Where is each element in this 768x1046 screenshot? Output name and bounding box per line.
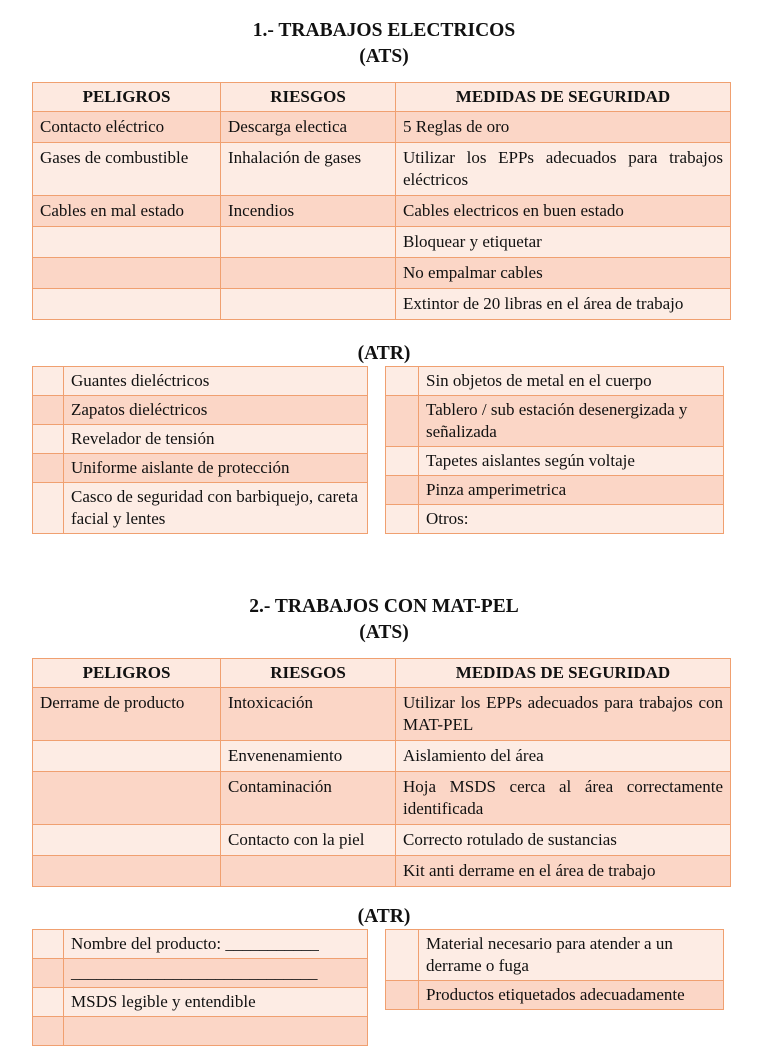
cell-medida: Kit anti derrame en el área de trabajo — [396, 856, 731, 887]
list-item — [33, 959, 368, 988]
checkbox-cell[interactable] — [33, 367, 64, 396]
list-item-label — [64, 1017, 368, 1046]
list-item-label: Revelador de tensión — [64, 425, 368, 454]
list-item-label: Casco de seguridad con barbiquejo, careta facial y lentes — [64, 483, 368, 534]
list-item-label: Sin objetos de metal en el cuerpo — [419, 367, 724, 396]
header-peligros: PELIGROS — [33, 83, 221, 112]
section2-title: 2.- TRABAJOS CON MAT-PEL — [249, 596, 519, 617]
section2-ats-label: (ATS) — [359, 622, 409, 643]
list-item — [33, 425, 368, 454]
cell-medida: No empalmar cables — [396, 258, 731, 289]
cell-riesgo — [221, 258, 396, 289]
cell-medida: Cables electricos en buen estado — [396, 196, 731, 227]
cell-peligro — [33, 289, 221, 320]
list-item — [386, 505, 724, 534]
table-row — [33, 143, 731, 196]
cell-peligro — [33, 741, 221, 772]
cell-medida: 5 Reglas de oro — [396, 112, 731, 143]
cell-peligro — [33, 825, 221, 856]
table-row — [33, 112, 731, 143]
checkbox-cell[interactable] — [386, 505, 419, 534]
cell-riesgo — [221, 227, 396, 258]
list-item-label: Zapatos dieléctricos — [64, 396, 368, 425]
section1-atr-label: (ATR) — [357, 343, 411, 364]
cell-peligro — [33, 227, 221, 258]
list-item — [386, 476, 724, 505]
header-medidas: MEDIDAS DE SEGURIDAD — [396, 83, 731, 112]
list-item — [33, 930, 368, 959]
list-item — [386, 981, 724, 1010]
section2-atr-left-table — [32, 929, 368, 1046]
cell-medida: Hoja MSDS cerca al área correctamente identificada — [396, 772, 731, 825]
table-row — [33, 772, 731, 825]
cell-riesgo: Envenenamiento — [221, 741, 396, 772]
table-row — [33, 289, 731, 320]
list-item — [386, 447, 724, 476]
cell-peligro: Cables en mal estado — [33, 196, 221, 227]
list-item-label: Material necesario para atender a un derrame o fuga — [419, 930, 724, 981]
list-item — [386, 367, 724, 396]
cell-medida: Bloquear y etiquetar — [396, 227, 731, 258]
section1-title: 1.- TRABAJOS ELECTRICOS — [252, 20, 516, 41]
list-item-label: Guantes dieléctricos — [64, 367, 368, 396]
cell-medida: Aislamiento del área — [396, 741, 731, 772]
list-item-label: Tapetes aislantes según voltaje — [419, 447, 724, 476]
list-item — [33, 988, 368, 1017]
list-item-label: Productos etiquetados adecuadamente — [419, 981, 724, 1010]
checkbox-cell[interactable] — [386, 367, 419, 396]
checkbox-cell[interactable] — [33, 930, 64, 959]
cell-riesgo: Descarga electica — [221, 112, 396, 143]
cell-peligro: Derrame de producto — [33, 688, 221, 741]
section1-ats-label: (ATS) — [359, 46, 409, 67]
checkbox-cell[interactable] — [33, 454, 64, 483]
list-item — [33, 454, 368, 483]
table-row — [33, 741, 731, 772]
cell-riesgo: Contaminación — [221, 772, 396, 825]
checkbox-cell[interactable] — [386, 396, 419, 447]
checkbox-cell[interactable] — [386, 447, 419, 476]
cell-riesgo — [221, 856, 396, 887]
cell-riesgo: Contacto con la piel — [221, 825, 396, 856]
section2-atr-right-table — [385, 929, 724, 1010]
section2-atr-label: (ATR) — [357, 906, 411, 927]
checkbox-cell[interactable] — [33, 483, 64, 534]
header-peligros: PELIGROS — [33, 659, 221, 688]
list-item — [33, 396, 368, 425]
checkbox-cell[interactable] — [386, 930, 419, 981]
list-item-label: Nombre del producto: ___________ — [64, 930, 368, 959]
list-item — [33, 1017, 368, 1046]
cell-peligro — [33, 772, 221, 825]
checkbox-cell[interactable] — [33, 988, 64, 1017]
list-item-label: _____________________________ — [64, 959, 368, 988]
cell-peligro — [33, 856, 221, 887]
cell-peligro: Contacto eléctrico — [33, 112, 221, 143]
table-row — [33, 258, 731, 289]
table-header-row — [33, 659, 731, 688]
cell-medida: Extintor de 20 libras en el área de trabajo — [396, 289, 731, 320]
table-header-row — [33, 83, 731, 112]
cell-peligro: Gases de combustible — [33, 143, 221, 196]
cell-medida: Correcto rotulado de sustancias — [396, 825, 731, 856]
header-riesgos: RIESGOS — [221, 659, 396, 688]
table-row — [33, 227, 731, 258]
list-item-label: Pinza amperimetrica — [419, 476, 724, 505]
section1-atr-right-table — [385, 366, 724, 534]
list-item-label: MSDS legible y entendible — [64, 988, 368, 1017]
section1-atr-left-table — [32, 366, 368, 534]
list-item — [33, 367, 368, 396]
checkbox-cell[interactable] — [33, 425, 64, 454]
list-item — [386, 930, 724, 981]
cell-riesgo: Intoxicación — [221, 688, 396, 741]
list-item — [386, 396, 724, 447]
table-row — [33, 856, 731, 887]
section1-ats-table — [32, 82, 731, 320]
cell-medida: Utilizar los EPPs adecuados para trabajos con MAT-PEL — [396, 688, 731, 741]
table-row — [33, 688, 731, 741]
header-medidas: MEDIDAS DE SEGURIDAD — [396, 659, 731, 688]
cell-riesgo: Incendios — [221, 196, 396, 227]
checkbox-cell[interactable] — [33, 396, 64, 425]
table-row — [33, 196, 731, 227]
cell-riesgo — [221, 289, 396, 320]
cell-medida: Utilizar los EPPs adecuados para trabajos eléctricos — [396, 143, 731, 196]
checkbox-cell[interactable] — [386, 476, 419, 505]
table-row — [33, 825, 731, 856]
list-item — [33, 483, 368, 534]
checkbox-cell[interactable] — [33, 959, 64, 988]
cell-riesgo: Inhalación de gases — [221, 143, 396, 196]
list-item-label: Uniforme aislante de protección — [64, 454, 368, 483]
section2-ats-table — [32, 658, 731, 887]
list-item-label: Tablero / sub estación desenergizada y señalizada — [419, 396, 724, 447]
checkbox-cell[interactable] — [386, 981, 419, 1010]
header-riesgos: RIESGOS — [221, 83, 396, 112]
list-item-label: Otros: — [419, 505, 724, 534]
cell-peligro — [33, 258, 221, 289]
checkbox-cell[interactable] — [33, 1017, 64, 1046]
